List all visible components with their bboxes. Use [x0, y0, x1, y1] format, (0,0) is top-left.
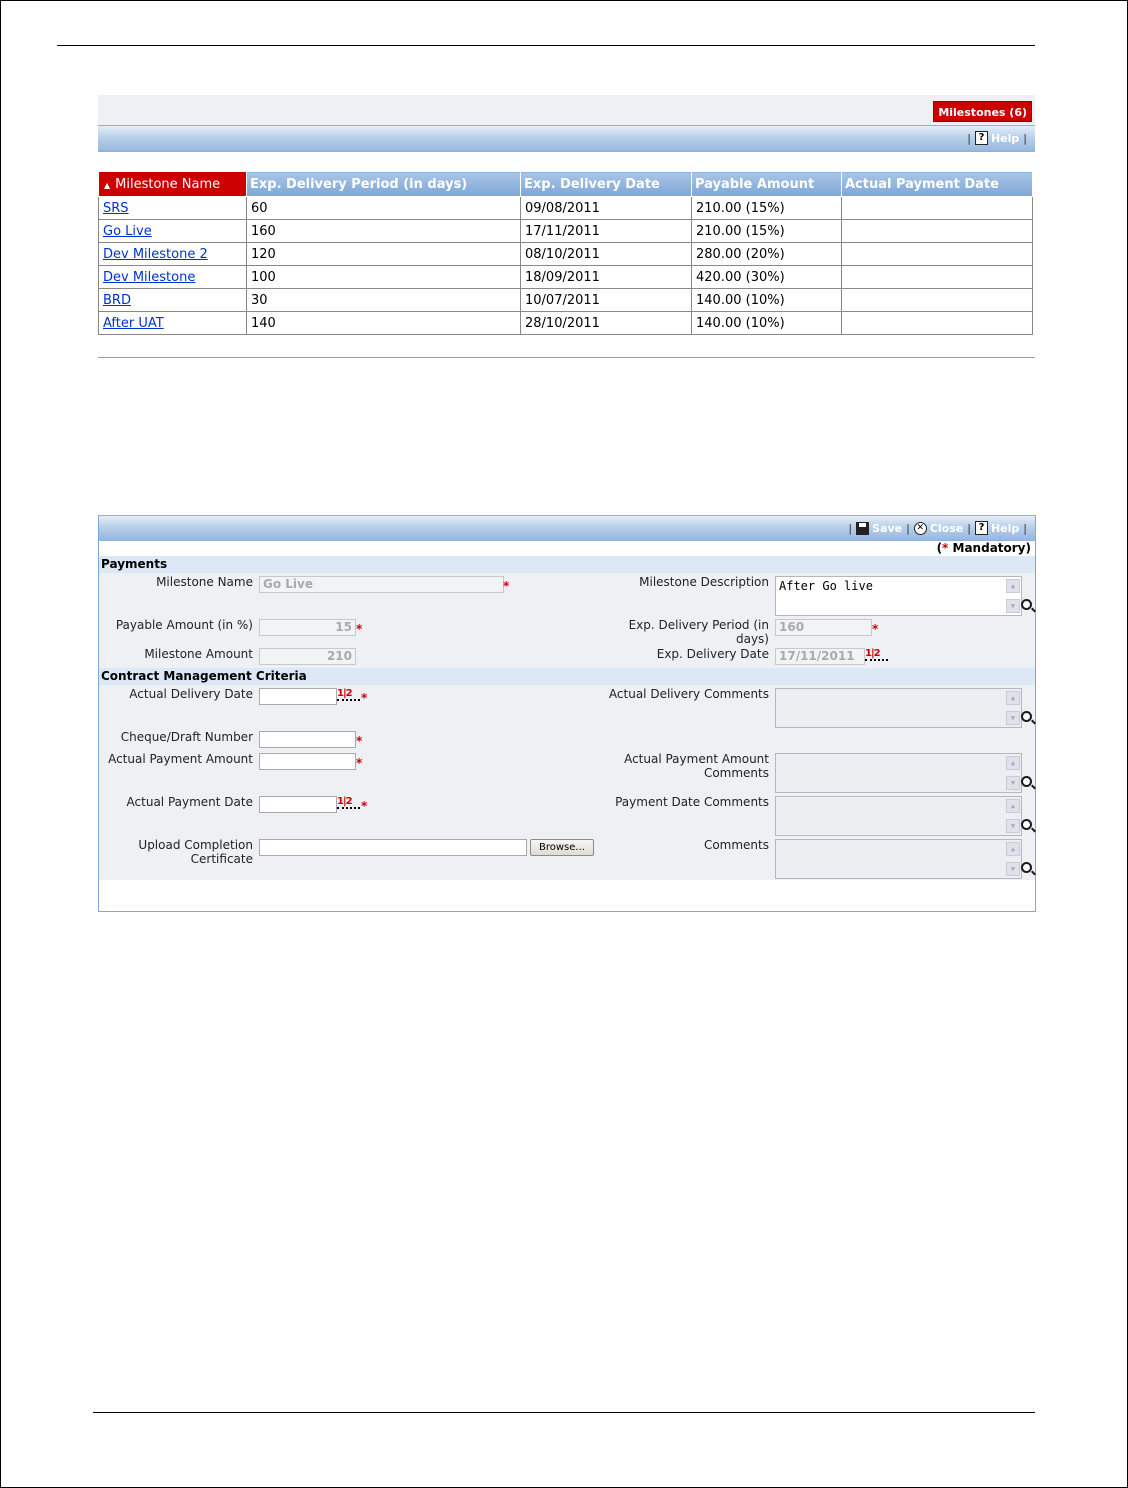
help-label: Help	[990, 131, 1020, 145]
save-icon	[856, 522, 869, 535]
mandatory-legend: (* Mandatory)	[936, 541, 1031, 555]
column-header-milestone-name[interactable]: ▲ Milestone Name	[99, 172, 247, 197]
help-button[interactable]	[975, 521, 1019, 535]
actual-payment-amount-field[interactable]	[259, 753, 356, 770]
payment-date-cell	[842, 312, 1033, 335]
period-cell: 160	[247, 220, 521, 243]
section-contract-criteria: Contract Management Criteria	[99, 668, 1035, 685]
payment-date-cell	[842, 289, 1033, 312]
scroll-up-icon[interactable]: ▲	[1006, 691, 1020, 705]
column-header-actual-payment-date[interactable]: Actual Payment Date	[842, 172, 1033, 197]
exp-delivery-period-field[interactable]: 160	[775, 619, 872, 636]
calendar-icon[interactable]: 1|2	[865, 648, 888, 661]
scroll-up-icon[interactable]: ▲	[1006, 756, 1020, 770]
column-header-delivery-date[interactable]: Exp. Delivery Date	[521, 172, 692, 197]
date-cell: 08/10/2011	[521, 243, 692, 266]
payment-date-comments-textarea[interactable]	[775, 796, 1022, 836]
label-actual-delivery-comments: Actual Delivery Comments	[608, 687, 769, 701]
help-icon: ?	[975, 521, 988, 535]
label-milestone-name: Milestone Name	[156, 575, 253, 589]
milestone-form-panel	[98, 515, 1036, 912]
zoom-icon[interactable]	[1021, 862, 1032, 873]
calendar-icon[interactable]: 1|2	[337, 796, 360, 809]
comments-textarea[interactable]	[775, 839, 1022, 879]
milestone-link[interactable]: BRD	[103, 292, 131, 308]
label-comments: Comments	[703, 838, 769, 852]
amount-cell: 420.00 (30%)	[692, 266, 842, 289]
table-row	[99, 266, 1033, 289]
save-button[interactable]	[856, 522, 902, 535]
close-icon: ✕	[914, 522, 927, 535]
scroll-down-icon[interactable]: ▼	[1006, 599, 1020, 613]
required-marker: *	[503, 579, 510, 593]
payment-date-cell	[842, 220, 1033, 243]
label-exp-delivery-period: Exp. Delivery Period (in days)	[628, 618, 769, 646]
payable-amount-field[interactable]: 15	[259, 619, 356, 636]
actual-delivery-comments-textarea[interactable]	[775, 688, 1022, 728]
table-row	[99, 197, 1033, 220]
label-milestone-amount: Milestone Amount	[144, 647, 253, 661]
table-row	[99, 243, 1033, 266]
period-cell: 30	[247, 289, 521, 312]
header-rule	[57, 45, 1035, 46]
zoom-icon[interactable]	[1021, 776, 1032, 787]
close-label: Close	[929, 521, 964, 535]
milestone-link[interactable]: Go Live	[103, 223, 152, 239]
help-label: Help	[990, 521, 1020, 535]
label-payment-date-comments: Payment Date Comments	[615, 795, 769, 809]
browse-button[interactable]: Browse...	[530, 839, 594, 856]
milestones-table	[98, 171, 1033, 335]
scroll-up-icon[interactable]: ▲	[1006, 579, 1020, 593]
help-button[interactable]	[975, 131, 1019, 145]
payment-date-cell	[842, 266, 1033, 289]
section-payments: Payments	[99, 556, 1035, 573]
form-toolbar	[99, 515, 1035, 541]
toolbar-separator: |	[967, 131, 971, 145]
actual-payment-amount-comments-textarea[interactable]	[775, 753, 1022, 793]
required-marker: *	[872, 622, 879, 636]
toolbar-separator: |	[906, 521, 910, 535]
label-milestone-description: Milestone Description	[639, 575, 769, 589]
label-actual-payment-date: Actual Payment Date	[126, 795, 253, 809]
amount-cell: 140.00 (10%)	[692, 289, 842, 312]
payment-date-cell	[842, 243, 1033, 266]
upload-certificate-field[interactable]	[259, 839, 527, 856]
required-marker: *	[361, 799, 368, 813]
toolbar-separator: |	[848, 521, 853, 535]
milestone-link[interactable]: After UAT	[103, 315, 164, 331]
period-cell: 60	[247, 197, 521, 220]
period-cell: 100	[247, 266, 521, 289]
milestone-link[interactable]: SRS	[103, 200, 129, 216]
required-marker: *	[356, 622, 363, 636]
amount-cell: 140.00 (10%)	[692, 312, 842, 335]
scroll-up-icon[interactable]: ▲	[1006, 799, 1020, 813]
milestones-tab-strip	[98, 95, 1035, 125]
required-marker: *	[361, 691, 368, 705]
label-payable-amount: Payable Amount (in %)	[115, 618, 253, 632]
label-upload-certificate: Upload Completion Certificate	[138, 838, 253, 866]
label-actual-payment-amount-comments: Actual Payment Amount Comments	[624, 752, 769, 780]
scroll-down-icon[interactable]: ▼	[1006, 862, 1020, 876]
amount-cell: 280.00 (20%)	[692, 243, 842, 266]
required-marker: *	[356, 756, 363, 770]
milestones-toolbar	[98, 125, 1035, 152]
milestone-link[interactable]: Dev Milestone	[103, 269, 196, 285]
scroll-down-icon[interactable]: ▼	[1006, 711, 1020, 725]
label-cheque-number: Cheque/Draft Number	[120, 730, 253, 744]
table-row	[99, 289, 1033, 312]
zoom-icon[interactable]	[1021, 599, 1032, 610]
zoom-icon[interactable]	[1021, 711, 1032, 722]
scroll-up-icon[interactable]: ▲	[1006, 842, 1020, 856]
calendar-icon[interactable]: 1|2	[337, 688, 360, 701]
zoom-icon[interactable]	[1021, 819, 1032, 830]
column-header-period[interactable]: Exp. Delivery Period (in days)	[247, 172, 521, 197]
close-button[interactable]	[914, 522, 963, 535]
exp-delivery-date-field[interactable]: 17/11/2011	[775, 648, 865, 665]
period-cell: 140	[247, 312, 521, 335]
table-row	[99, 220, 1033, 243]
date-cell: 10/07/2011	[521, 289, 692, 312]
label-actual-payment-amount: Actual Payment Amount	[108, 752, 253, 766]
milestone-description-textarea[interactable]: After Go live ▲ ▼	[775, 576, 1022, 616]
sort-asc-icon: ▲	[104, 180, 111, 190]
amount-cell: 210.00 (15%)	[692, 220, 842, 243]
amount-cell: 210.00 (15%)	[692, 197, 842, 220]
period-cell: 120	[247, 243, 521, 266]
column-header-payable-amount[interactable]: Payable Amount	[692, 172, 842, 197]
label-exp-delivery-date: Exp. Delivery Date	[656, 647, 769, 661]
toolbar-separator: |	[1023, 521, 1027, 535]
date-cell: 18/09/2011	[521, 266, 692, 289]
milestone-amount-field[interactable]: 210	[259, 648, 356, 665]
table-header-row	[99, 172, 1033, 197]
actual-delivery-date-field[interactable]	[259, 688, 337, 705]
actual-payment-date-field[interactable]	[259, 796, 337, 813]
scroll-down-icon[interactable]: ▼	[1006, 776, 1020, 790]
date-cell: 09/08/2011	[521, 197, 692, 220]
milestones-tab[interactable]: Milestones (6)	[933, 101, 1032, 122]
toolbar-separator: |	[1023, 131, 1027, 145]
help-icon: ?	[975, 131, 988, 145]
required-marker: *	[356, 734, 363, 748]
toolbar-separator: |	[967, 521, 971, 535]
milestone-link[interactable]: Dev Milestone 2	[103, 246, 208, 262]
scroll-down-icon[interactable]: ▼	[1006, 819, 1020, 833]
save-label: Save	[872, 521, 903, 535]
table-row	[99, 312, 1033, 335]
milestone-name-field[interactable]: Go Live	[259, 576, 504, 593]
milestones-panel	[98, 95, 1035, 358]
date-cell: 17/11/2011	[521, 220, 692, 243]
payment-date-cell	[842, 197, 1033, 220]
date-cell: 28/10/2011	[521, 312, 692, 335]
cheque-number-field[interactable]	[259, 731, 356, 748]
footer-rule	[93, 1412, 1035, 1413]
label-actual-delivery-date: Actual Delivery Date	[129, 687, 253, 701]
